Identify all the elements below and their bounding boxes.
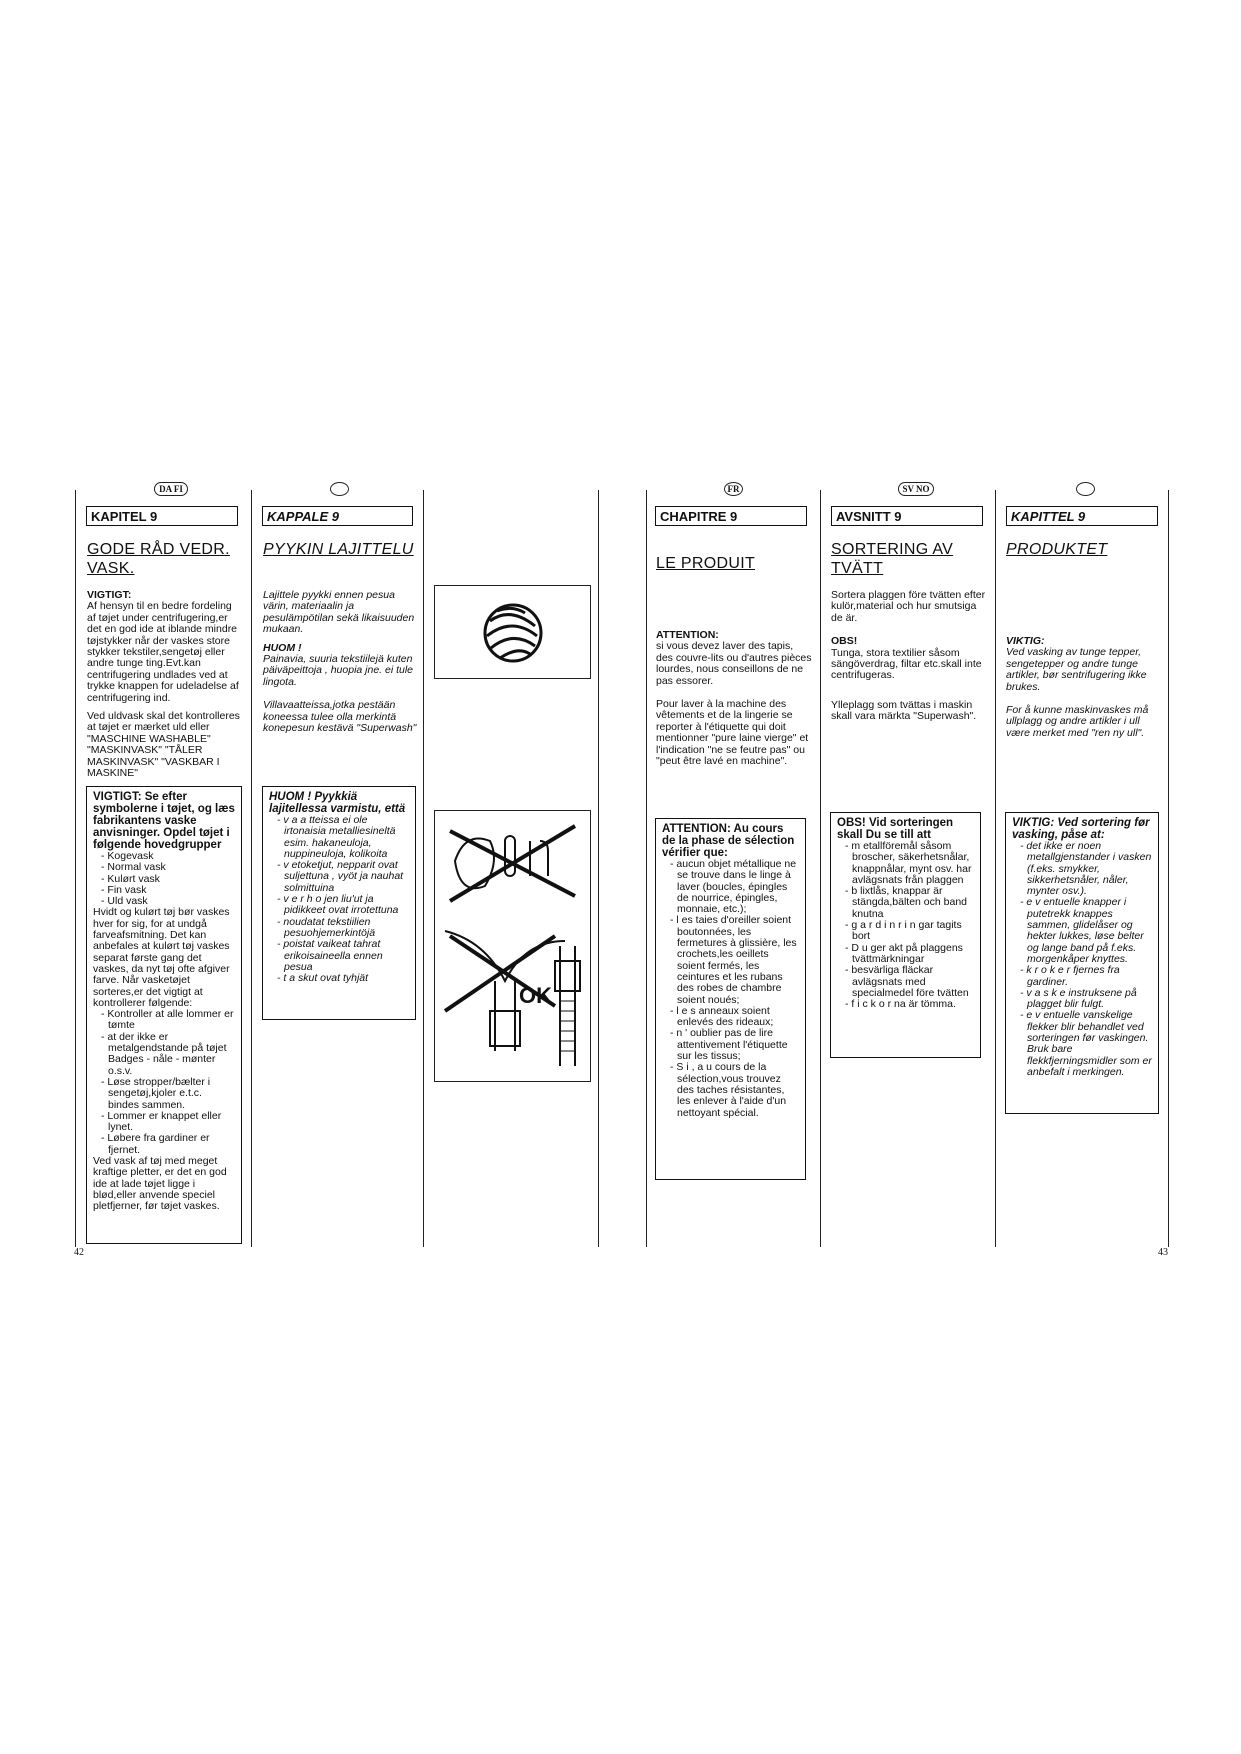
column-text [656, 630, 812, 774]
paragraph: Ylleplagg som tvättas i maskin skall vara märkta "Superwash". [831, 698, 977, 723]
check-list [662, 859, 799, 1119]
column-text [831, 590, 987, 730]
note-heading: VIKTIG: [1006, 635, 1045, 647]
list-item: - Normal vask [101, 861, 166, 874]
chapter-heading: KAPITEL 9 [86, 506, 238, 526]
section-title: PYYKIN LAJITTELU [263, 541, 414, 558]
list-item: - Løbere fra gardiner er fjernet. [101, 1132, 210, 1156]
paragraph: Sortera plaggen före tvätten efter kulör,material och hur smutsiga de är. [831, 589, 986, 624]
section-title: GODE RÅD VEDR. VASK. [87, 541, 230, 577]
list-item: - m etallföremål såsom broscher, säkerhetsnålar, knappnålar, mynt osv. har avlägsnats från plaggen [845, 840, 972, 886]
chapter-heading: CHAPITRE 9 [655, 506, 807, 526]
column-rule [820, 490, 821, 1247]
paragraph: Ved vask af tøj med meget kraftige pletter, er det en god ide at lade tøjet ligge i blød,eller anvende speciel pletfjerner, før tøjet vaskes. [93, 1155, 227, 1213]
box-heading: VIKTIG: Ved sortering før vasking, påse at: [1012, 817, 1150, 841]
clothing-checks-illustration [435, 811, 590, 1081]
paragraph: For å kunne maskinvaskes må ullplagg og andre artikler i ull være merket med "ren ny ull". [1006, 704, 1149, 739]
column-rule [1168, 490, 1169, 1247]
paragraph: Lajittele pyykki ennen pesua värin, materiaalin ja pesulämpötilan sekä likaisuuden mukaan. [263, 589, 415, 636]
column-text [263, 590, 418, 741]
list-item: - v a a tteissa ei ole irtonaisia metalliesineltä esim. hakaneuloja, nuppineuloja, kolikoita [277, 814, 396, 860]
list-item: - v a s k e instruksene på plagget blir fulgt. [1020, 986, 1137, 1011]
box-heading: HUOM ! Pyykkiä lajitellessa varmistu, että [269, 791, 406, 815]
page-number-left: 42 [74, 1247, 84, 1258]
box-heading: ATTENTION: Au cours de la phase de sélection vérifier que: [662, 823, 795, 859]
note-heading: VIGTIGT: [87, 589, 132, 601]
paragraph: Pour laver à la machine des vêtements et de la lingerie se reporter à l'étiquette qui doit mentionner "pure laine vierge" et l'indication "ne se feutre pas" ou "peut être lavé en machine". [656, 698, 809, 768]
section-title: LE PRODUIT [656, 555, 756, 572]
chapter-heading: AVSNITT 9 [831, 506, 983, 526]
language-flag-sv-no: SV NO [898, 482, 934, 496]
note-heading: OBS! [831, 635, 858, 648]
check-list [837, 841, 974, 1010]
section-title: SORTERING AV TVÄTT [831, 541, 954, 577]
wash-group-list [93, 851, 235, 907]
page-number-right: 43 [1158, 1247, 1168, 1258]
list-item: - l es taies d'oreiller soient boutonnées, les fermetures à glissière, les crochets,les oeillets soient fermés, les ceintures et les rubans des robes de chambre soient noués; [670, 914, 797, 1006]
list-item: - at der ikke er metalgendstande på tøjet Badges - nåle - mønter o.s.v. [101, 1030, 227, 1077]
wool-symbol-illustration [434, 585, 591, 679]
list-item: - k r o k e r fjernes fra gardiner. [1020, 964, 1120, 988]
list-item: - Kogevask [101, 850, 154, 862]
list-item: - e v entuelle knapper i putetrekk knappes sammen, glidelåser og hekter lukkes, løse belter og lange band på f.eks. morgenkåper knyttes. [1020, 896, 1144, 965]
warning-box [830, 812, 981, 1058]
check-list [93, 1009, 235, 1156]
list-item: - t a skut ovat tyhjät [277, 972, 369, 985]
paragraph: Villavaatteissa,jotka pestään koneessa tulee olla merkintä konepesun kestävä "Superwash" [263, 699, 417, 735]
column-text [1006, 636, 1162, 746]
paragraph: Hvidt og kulørt tøj bør vaskes hver for sig, for at undgå farveafsmitning. Det kan anbefales at kulørt tøj vaskes separat første gang det vaskes, da nyt tøj ofte afgiver farve. Når vasketøjet sorteres,er det vigtigt at kontrollerer følgende: [93, 906, 230, 1009]
language-flag-da-fi: DA FI [154, 482, 188, 496]
list-item: - Lommer er knappet eller lynet. [101, 1109, 222, 1134]
list-item: - noudatat tekstiilien pesuohjemerkintöjä [277, 915, 376, 939]
list-item: - v e r h o jen liu'ut ja pidikkeet ovat irrotettuna [277, 893, 399, 917]
language-flag-blank [1076, 482, 1095, 496]
list-item: - Kulørt vask [101, 872, 160, 885]
paragraph: Ved uldvask skal det kontrolleres at tøjet er mærket uld eller "MASCHINE WASHABLE" "MASKINVASK" "TÅLER MASKINVASK" "VASKBAR I MASKINE" [87, 710, 240, 780]
list-item: - Uld vask [101, 895, 148, 908]
safety-pin-icon [505, 836, 515, 876]
list-item: - n ' oublier pas de lire attentivement l'étiquette sur les tissus; [670, 1027, 788, 1063]
ok-label: OK [519, 983, 552, 1008]
wool-icon [435, 586, 590, 678]
list-item: - det ikke er noen metallgjenstander i vasken (f.eks. smykker, sikkerhetsnåler, nåler, mynter osv.). [1020, 840, 1152, 898]
column-rule [646, 490, 647, 1247]
column-rule [598, 490, 599, 1247]
paragraph: si vous devez laver des tapis, des couvre-lits ou d'autres pièces lourdes, nous conseillons de ne pas essorer. [656, 640, 812, 687]
note-heading: HUOM ! [263, 641, 302, 654]
list-item: - g a r d i n r i n gar tagits bort [845, 919, 962, 943]
list-item: - b lixtlås, knappar är stängda,bälten och band knutna [845, 885, 968, 920]
paragraph: Tunga, stora textilier såsom sängöverdrag, filtar etc.skall inte centrifugeras. [831, 646, 982, 682]
paragraph: Af hensyn til en bedre fordeling af tøjet under centrifugering,er det en god ide at iblande mindre tøjstykker når der vaskes store stykker tekstiler,sengetøj eller andre tunge ting.Evt.kan centrifugering undlades ved at trykke knappen for udeladelse af centrifugering ind. [87, 600, 239, 704]
list-item: - D u ger akt på plaggens tvättmärkningar [845, 941, 963, 965]
box-heading: VIGTIGT: Se efter symbolerne i tøjet, og læs fabrikantens vaske anvisninger. Opdel tøjet i følgende hovedgrupper [93, 791, 235, 851]
warning-box [1005, 812, 1159, 1114]
list-item: - f i c k o r na är tömma. [845, 998, 956, 1011]
warning-box [262, 786, 416, 1020]
list-item: - poistat vaikeat tahrat erikoisaineella ennen pesua [277, 938, 383, 973]
chapter-heading: KAPPALE 9 [262, 506, 413, 526]
section-title: PRODUKTET [1006, 541, 1108, 558]
chapter-heading: KAPITTEL 9 [1006, 506, 1158, 526]
paragraph: Painavia, suuria tekstiilejä kuten päiväpeittoja , huopia jne. ei tule lingota. [263, 653, 414, 688]
list-item: - e v entuelle vanskelige flekker blir behandlet ved sorteringen før vaskingen. Bruk bare flekkfjerningsmidler som er anbefalt i merkingen. [1020, 1009, 1152, 1078]
list-item: - Løse stropper/bælter i sengetøj,kjoler e.t.c. bindes sammen. [101, 1075, 211, 1111]
list-item: - besvärliga fläckar avlägsnats med specialmedel före tvätten [845, 964, 969, 999]
list-item: - v etoketjut, nepparit ovat suljettuna , vyöt ja nauhat solmittuina [277, 859, 404, 894]
list-item: - Kontroller at alle lommer er tømte [101, 1008, 234, 1032]
column-text [87, 590, 243, 787]
preparation-illustration [434, 810, 591, 1082]
closed-zipper-icon [560, 946, 575, 1066]
list-item: - S i , a u cours de la sélection,vous trouvez des taches résistantes, les enlever à l'aide d'un nettoyant spécial. [670, 1061, 787, 1119]
language-flag-fr: FR [724, 482, 743, 496]
paragraph: Ved vasking av tunge tepper, sengetepper og andre tunge artikler, bør sentrifugering ikke brukes. [1006, 646, 1147, 693]
warning-box [86, 786, 242, 1244]
language-flag-blank [330, 482, 349, 496]
box-heading: OBS! Vid sorteringen skall Du se till att [837, 817, 954, 841]
column-rule [251, 490, 252, 1247]
warning-box [655, 818, 806, 1180]
check-list [1012, 841, 1152, 1078]
column-rule [995, 490, 996, 1247]
column-rule [75, 490, 76, 1247]
note-heading: ATTENTION: [656, 629, 719, 641]
column-rule [423, 490, 424, 1247]
check-list [269, 815, 409, 984]
list-item: - aucun objet métallique ne se trouve dans le linge à laver (boucles, épingles de nourrice, épingles, monnaie, etc.); [670, 858, 797, 916]
list-item: - l e s anneaux soient enlevés des rideaux; [670, 1004, 774, 1029]
list-item: - Fin vask [101, 883, 147, 896]
